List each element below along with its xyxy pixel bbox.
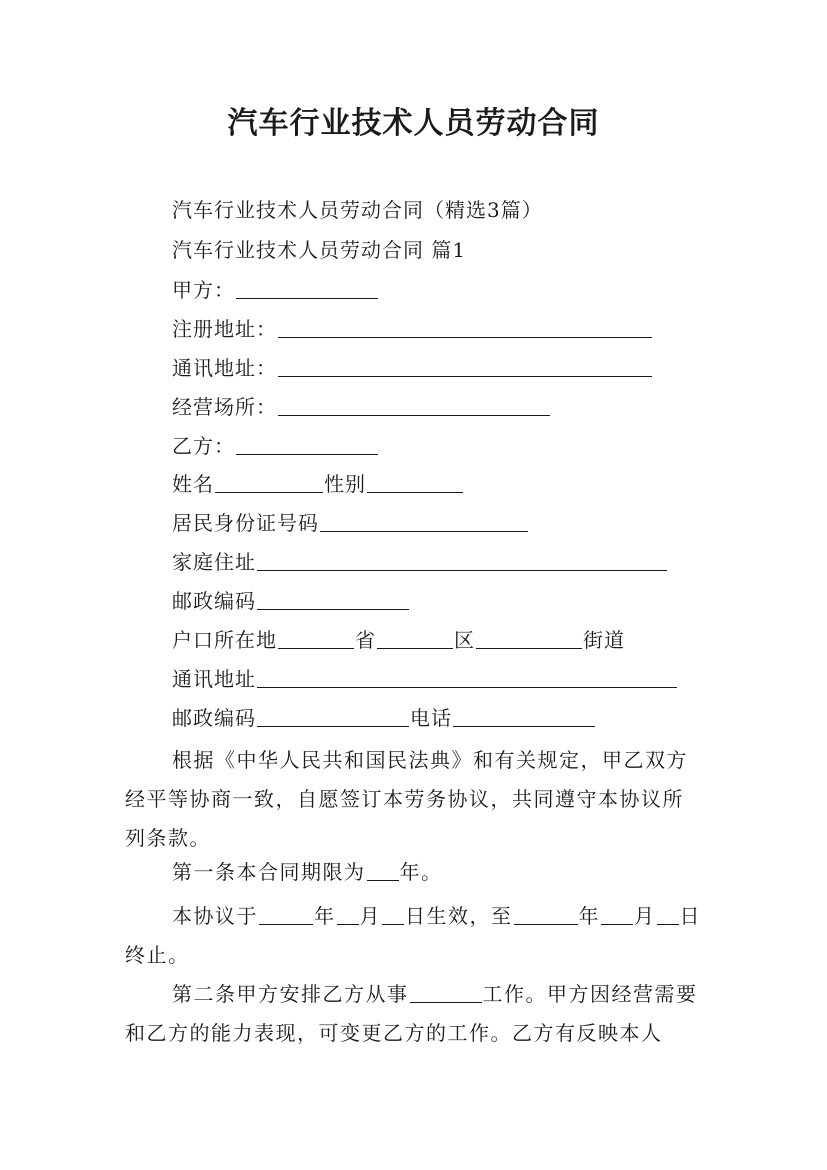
phone-label: 电话 [410, 706, 452, 730]
province-blank [278, 628, 354, 649]
party-b-label: 乙方： [172, 434, 235, 458]
comm-address-line [172, 354, 653, 382]
postcode-blank [257, 589, 409, 610]
work-assignment-text: 第二条甲方安排乙方从事 [172, 982, 409, 1006]
household-label: 户口所在地 [172, 628, 277, 652]
paragraph-term [125, 858, 705, 886]
job-blank [410, 982, 482, 1003]
id-number-blank [320, 511, 528, 532]
end-year-blank [514, 904, 578, 925]
reg-address-blank [278, 317, 652, 338]
start-month-blank [337, 904, 359, 925]
start-month-label: 月 [359, 904, 381, 928]
phone-blank [453, 706, 595, 727]
paragraph-legal-basis [125, 741, 705, 858]
reg-address-line [172, 315, 653, 343]
district-blank [377, 628, 453, 649]
start-year-blank [259, 904, 313, 925]
party-a-blank [236, 278, 378, 299]
paragraph-work-assignment [125, 975, 705, 1053]
home-address-blank [257, 550, 667, 571]
business-place-line [172, 393, 551, 421]
home-address-label: 家庭住址 [172, 550, 256, 574]
postcode-label: 邮政编码 [172, 589, 256, 613]
postcode2-blank [257, 706, 409, 727]
end-day-label: 日终止。 [125, 904, 701, 967]
district-label: 区 [454, 628, 475, 652]
party-b-blank [236, 434, 378, 455]
party-a-label: 甲方： [172, 278, 235, 302]
start-year-label: 年 [314, 904, 336, 928]
document-title: 汽车行业技术人员劳动合同 [227, 106, 600, 141]
effective-text: 本协议于 [172, 904, 258, 928]
id-number-label: 居民身份证号码 [172, 511, 319, 535]
postcode-phone-line [172, 704, 596, 732]
comm-address-blank [278, 356, 652, 377]
gender-blank [367, 472, 463, 493]
gender-label: 性别 [324, 472, 366, 496]
business-place-blank [278, 395, 550, 416]
household-line [172, 626, 625, 654]
street-label: 街道 [583, 628, 625, 652]
paragraph-effective [125, 897, 705, 975]
comm-address2-blank [257, 667, 677, 688]
reg-address-label: 注册地址： [172, 317, 277, 341]
home-address-line [172, 548, 668, 576]
name-blank [215, 472, 323, 493]
party-b-line [172, 432, 379, 460]
work-assignment-text-end: 工作。甲方因经营需要和乙方的能力表现，可变更乙方的工作。乙方有反映本人 [125, 982, 698, 1045]
id-number-line [172, 509, 529, 537]
end-day-blank [657, 904, 679, 925]
name-gender-line [172, 470, 464, 498]
postcode2-label: 邮政编码 [172, 706, 256, 730]
term-text: 第一条本合同期限为 [172, 860, 366, 884]
name-label: 姓名 [172, 472, 214, 496]
comm-address2-line [172, 665, 678, 693]
postcode-line [172, 587, 410, 615]
paragraph-legal-basis-text: 根据《中华人民共和国民法典》和有关规定，甲乙双方经平等协商一致，自愿签订本劳务协议，共同遵守本协议所列条款。 [125, 748, 688, 850]
party-a-line [172, 276, 379, 304]
business-place-label: 经营场所： [172, 395, 277, 419]
start-day-blank [382, 904, 404, 925]
end-year-label: 年 [578, 904, 600, 928]
subtitle: 汽车行业技术人员劳动合同（精选3篇） [172, 198, 543, 222]
end-month-label: 月 [634, 904, 656, 928]
street-blank [476, 628, 582, 649]
end-month-blank [601, 904, 633, 925]
comm-address2-label: 通讯地址 [172, 667, 256, 691]
part-heading: 汽车行业技术人员劳动合同 篇1 [172, 238, 467, 262]
term-text-end: 年。 [399, 860, 443, 884]
term-years-blank [367, 860, 399, 881]
province-label: 省 [355, 628, 376, 652]
start-day-label: 日生效，至 [405, 904, 513, 928]
comm-address-label: 通讯地址： [172, 356, 277, 380]
